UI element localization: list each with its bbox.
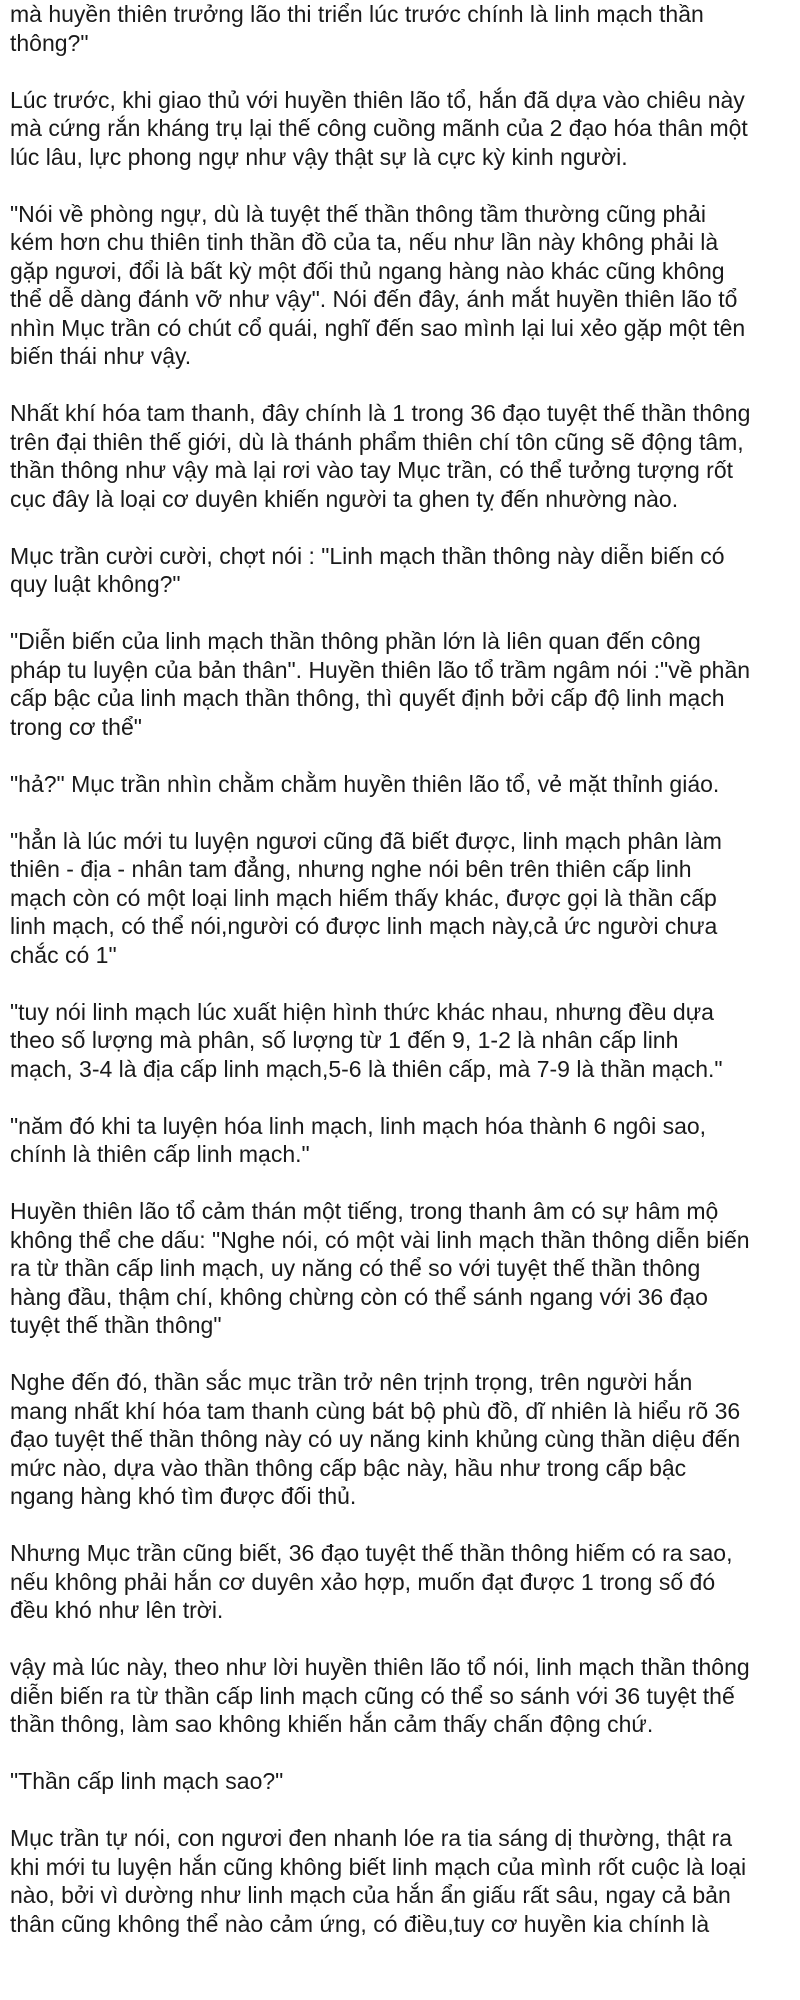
paragraph: [10, 1197, 795, 1340]
text-line: ra từ thần cấp linh mạch, uy năng có thể so với tuyệt thế thần thông: [10, 1255, 701, 1281]
text-line: cục đây là loại cơ duyên khiến người ta ghen tỵ đến nhường nào.: [10, 485, 679, 512]
text-line: mức nào, dựa vào thần thông cấp bậc này, hầu như trong cấp bậc: [10, 1454, 687, 1481]
text-line: biến thái như vậy.: [10, 343, 192, 369]
text-line: gặp ngươi, đổi là bất kỳ một đối thủ ngang hàng nào khác cũng không: [10, 257, 725, 284]
text-line: Lúc trước, khi giao thủ với huyền thiên lão tổ, hắn đã dựa vào chiêu này: [10, 86, 745, 113]
text-line: ngang hàng khó tìm được đối thủ.: [10, 1483, 357, 1509]
paragraph: [10, 1112, 795, 1169]
paragraph: [10, 200, 795, 371]
text-line: tuyệt thế thần thông": [10, 1312, 222, 1338]
text-line: thông?": [10, 29, 89, 56]
text-line: "Nói về phòng ngự, dù là tuyệt thế thần thông tầm thường cũng phải: [10, 200, 706, 227]
text-line: vậy mà lúc này, theo như lời huyền thiên lão tổ nói, linh mạch thần thông: [10, 1654, 750, 1680]
paragraph: [10, 399, 795, 513]
text-line: "Thần cấp linh mạch sao?": [10, 1768, 284, 1794]
text-line: nhìn Mục trần có chút cổ quái, nghĩ đến sao mình lại lui xẻo gặp một tên: [10, 314, 746, 341]
text-line: Nghe đến đó, thần sắc mục trần trở nên trịnh trọng, trên người hắn: [10, 1369, 693, 1395]
document-page: [10, 0, 795, 1967]
text-line: thần thông, làm sao không khiến hắn cảm thấy chấn động chứ.: [10, 1711, 654, 1737]
text-line: thần thông như vậy mà lại rơi vào tay Mục trần, có thể tưởng tượng rốt: [10, 457, 734, 483]
paragraph: [10, 998, 795, 1084]
paragraph: [10, 542, 795, 599]
text-line: chắc có 1": [10, 941, 117, 968]
paragraph: [10, 1653, 795, 1739]
paragraph: [10, 770, 795, 799]
text-line: chính là thiên cấp linh mạch.": [10, 1141, 310, 1167]
text-line: thể dễ dàng đánh vỡ như vậy". Nói đến đây, ánh mắt huyền thiên lão tổ: [10, 286, 738, 312]
text-line: mà cứng rắn kháng trụ lại thế công cuồng mãnh của 2 đạo hóa thân một: [10, 115, 748, 141]
text-line: mạch, 3-4 là địa cấp linh mạch,5-6 là thiên cấp, mà 7-9 là thần mạch.": [10, 1055, 723, 1082]
text-line: diễn biến ra từ thần cấp linh mạch cũng có thể so sánh với 36 tuyệt thế: [10, 1682, 735, 1709]
paragraph: [10, 827, 795, 970]
text-line: không thể che dấu: "Nghe nói, có một vài linh mạch thần thông diễn biến: [10, 1226, 750, 1253]
text-line: trên đại thiên thế giới, dù là thánh phẩm thiên chí tôn cũng sẽ động tâm,: [10, 428, 744, 455]
paragraph: [10, 0, 795, 57]
text-line: "hả?" Mục trần nhìn chằm chằm huyền thiên lão tổ, vẻ mặt thỉnh giáo.: [10, 770, 720, 797]
text-line: linh mạch, có thể nói,người có được linh mạch này,cả ức người chưa: [10, 913, 718, 939]
text-line: kém hơn chu thiên tinh thần đồ của ta, nếu như lần này không phải là: [10, 229, 719, 255]
text-line: đạo tuyệt thế thần thông này có uy năng kinh khủng cùng thần diệu đến: [10, 1426, 741, 1452]
paragraph: [10, 1539, 795, 1625]
text-line: theo số lượng mà phân, số lượng từ 1 đến 9, 1-2 là nhân cấp linh: [10, 1027, 679, 1053]
text-line: Mục trần tự nói, con ngươi đen nhanh lóe ra tia sáng dị thường, thật ra: [10, 1825, 733, 1851]
text-line: thân cũng không thể nào cảm ứng, có điều,tuy cơ huyền kia chính là: [10, 1910, 710, 1937]
paragraph: [10, 1767, 795, 1796]
text-line: thiên - địa - nhân tam đẳng, nhưng nghe nói bên trên thiên cấp linh: [10, 856, 692, 882]
text-line: mà huyền thiên trưởng lão thi triển lúc trước chính là linh mạch thần: [10, 1, 704, 27]
text-line: Nhất khí hóa tam thanh, đây chính là 1 trong 36 đạo tuyệt thế thần thông: [10, 400, 751, 426]
text-line: mang nhất khí hóa tam thanh cùng bát bộ phù đồ, dĩ nhiên là hiểu rõ 36: [10, 1397, 741, 1424]
paragraph: [10, 86, 795, 172]
text-line: cấp bậc của linh mạch thần thông, thì quyết định bởi cấp độ linh mạch: [10, 685, 725, 711]
text-line: khi mới tu luyện hắn cũng không biết linh mạch của mình rốt cuộc là loại: [10, 1853, 747, 1880]
text-line: nào, bởi vì dường như linh mạch của hắn ẩn giấu rất sâu, ngay cả bản: [10, 1882, 731, 1908]
paragraph: [10, 1368, 795, 1511]
text-line: pháp tu luyện của bản thân". Huyền thiên lão tổ trầm ngâm nói :"về phần: [10, 656, 751, 683]
text-line: hàng đầu, thậm chí, không chừng còn có thể sánh ngang với 36 đạo: [10, 1283, 708, 1310]
paragraph: [10, 627, 795, 741]
text-line: mạch còn có một loại linh mạch hiếm thấy khác, được gọi là thần cấp: [10, 884, 717, 911]
text-line: Huyền thiên lão tổ cảm thán một tiếng, trong thanh âm có sự hâm mộ: [10, 1198, 719, 1224]
text-line: đều khó như lên trời.: [10, 1597, 224, 1623]
text-line: quy luật không?": [10, 571, 181, 597]
text-line: Nhưng Mục trần cũng biết, 36 đạo tuyệt thế thần thông hiếm có ra sao,: [10, 1540, 733, 1566]
text-line: "năm đó khi ta luyện hóa linh mạch, linh mạch hóa thành 6 ngôi sao,: [10, 1112, 707, 1139]
text-line: "tuy nói linh mạch lúc xuất hiện hình thức khác nhau, nhưng đều dựa: [10, 998, 714, 1025]
paragraph: [10, 1824, 795, 1938]
text-line: lúc lâu, lực phong ngự như vậy thật sự là cực kỳ kinh người.: [10, 143, 628, 170]
text-line: Mục trần cười cười, chợt nói : "Linh mạch thần thông này diễn biến có: [10, 542, 725, 569]
text-line: "hẳn là lúc mới tu luyện ngươi cũng đã biết được, linh mạch phân làm: [10, 827, 722, 854]
text-line: trong cơ thể": [10, 713, 142, 740]
text-line: nếu không phải hắn cơ duyên xảo hợp, muốn đạt được 1 trong số đó: [10, 1568, 716, 1595]
text-line: "Diễn biến của linh mạch thần thông phần lớn là liên quan đến công: [10, 628, 701, 654]
